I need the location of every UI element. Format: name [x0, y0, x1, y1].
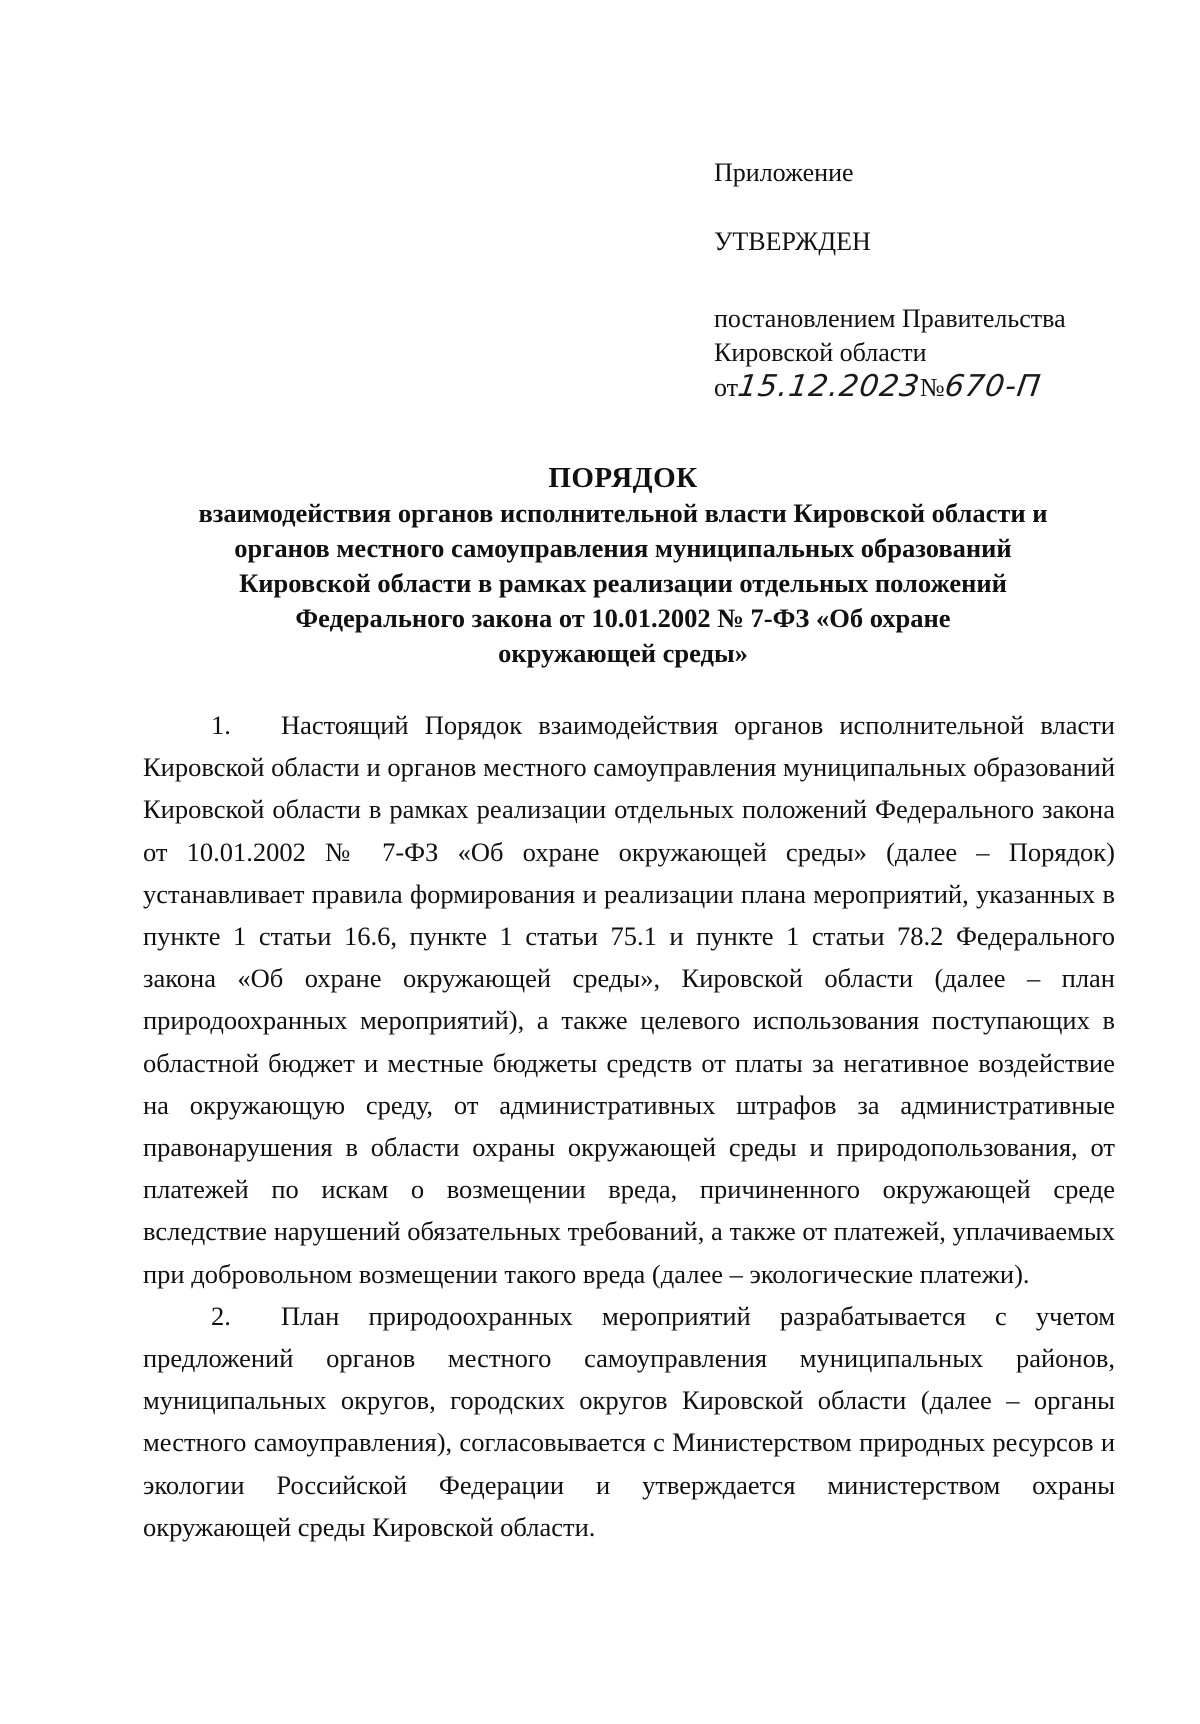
approval-stamp-block	[714, 156, 1154, 405]
document-title	[130, 461, 1116, 671]
appendix-label: Приложение	[714, 158, 854, 187]
date-prefix: от	[714, 373, 739, 402]
title-line-5: окружающей среды»	[498, 638, 748, 668]
handwritten-number: 670-П	[942, 369, 1043, 404]
title-line-2: органов местного самоуправления муниципальных образований	[234, 533, 1012, 563]
paragraph-number: 2.	[211, 1300, 231, 1331]
approval-date-number	[714, 370, 1154, 405]
approved-label: УТВЕРЖДЕН	[714, 227, 871, 256]
approved-by-line1: постановлением Правительства	[714, 304, 1066, 333]
title-line-4: Федерального закона от 10.01.2002 № 7-ФЗ «Об охране	[295, 603, 951, 633]
number-sign: №	[919, 373, 945, 402]
paragraph-text: План природоохранных мероприятий разрабатывается с учетом предложений органов местного самоуправления муниципальных районов, муниципальных округов, городских округов Кировской области (далее – органы местного самоуправления), согласовывается с Министерством природных ресурсов и экологии Российской Федерации и утверждается министерством охраны окружающей среды Кировской области.	[143, 1300, 1115, 1542]
handwritten-date: 15.12.2023	[735, 369, 923, 404]
title-line-3: Кировской области в рамках реализации отдельных положений	[239, 568, 1007, 598]
paragraph-text: Настоящий Порядок взаимодействия органов исполнительной власти Кировской области и органов местного самоуправления муниципальных образований Кировской области в рамках реализации отдельных положений Федерального закона от 10.01.2002 № 7-ФЗ «Об охране окружающей среды» (далее – Порядок) устанавливает правила формирования и реализации плана мероприятий, указанных в пункте 1 статьи 16.6, пункте 1 статьи 75.1 и пункте 1 статьи 78.2 Федерального закона «Об охране окружающей среды», Кировской области (далее – план природоохранных мероприятий), а также целевого использования поступающих в областной бюджет и местные бюджеты средств от платы за негативное воздействие на окружающую среду, от административных штрафов за административные правонарушения в области охраны окружающей среды и природопользования, от платежей по искам о возмещении вреда, причиненного окружающей среде вследствие нарушений обязательных требований, а также от платежей, уплачиваемых при добровольном возмещении такого вреда (далее – экологические платежи).	[143, 710, 1115, 1289]
paragraph-2	[143, 1295, 1115, 1548]
title-line-1: взаимодействия органов исполнительной власти Кировской области и	[198, 498, 1048, 528]
paragraph-number: 1.	[211, 710, 231, 740]
document-body	[143, 704, 1115, 1548]
paragraph-1	[143, 704, 1115, 1295]
title-heading: ПОРЯДОК	[548, 462, 698, 494]
approved-by-line2: Кировской области	[714, 338, 927, 367]
